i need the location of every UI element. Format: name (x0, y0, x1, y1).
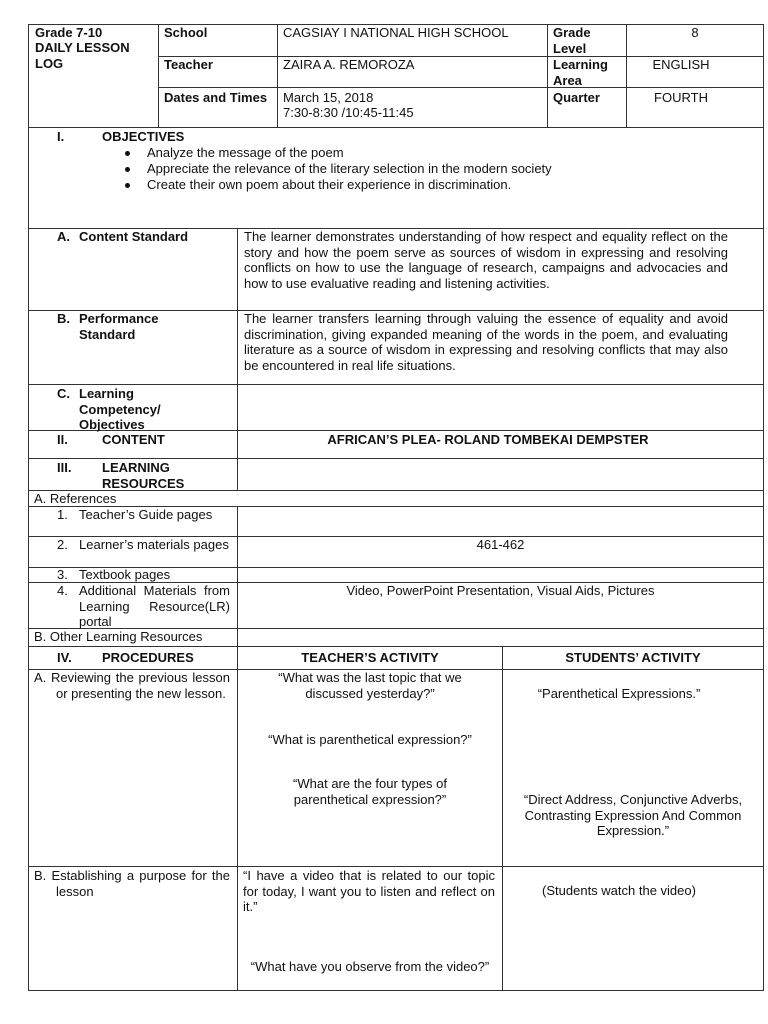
dates-value: March 15, 2018 (283, 90, 374, 105)
form-title-line-3: LOG (35, 56, 64, 71)
competency-label: Learning Competency/ Objectives (79, 386, 161, 432)
references-label: A. References (34, 491, 117, 506)
competency-number: C. (57, 386, 70, 401)
procedure-a-label: A. Reviewing the previous lesson or presenting the new lesson. (34, 670, 230, 701)
times-value: 7:30-8:30 /10:45-11:45 (283, 105, 414, 120)
grade-level-label: Grade Level (553, 25, 591, 56)
dates-label: Dates and Times (164, 90, 268, 105)
grade-level-value: 8 (691, 25, 699, 40)
procedure-a-student-1: “Parenthetical Expressions.” (537, 686, 701, 701)
procedure-b-teacher-2: “What have you observe from the video?” (250, 959, 490, 974)
content-standard-text: The learner demonstrates understanding of how respect and equality reflect on the story and how the poem serve as sources of wisdom in expressing and resolving conflicts on how to use the language of research, campaigns and advocacies and how to use evaluative reading and listening activities. (244, 229, 728, 291)
other-resources-label: B. Other Learning Resources (34, 629, 203, 644)
reference-label: Additional Materials from Learning Resource(LR) portal (79, 583, 230, 629)
procedures-label: PROCEDURES (102, 650, 194, 665)
procedures-number: IV. (57, 650, 72, 665)
reference-label: Teacher’s Guide pages (79, 507, 213, 522)
learning-area-label: Learning Area (553, 57, 608, 88)
procedure-a-teacher-3: “What are the four types of parenthetical expression?” (293, 776, 447, 807)
students-activity-header: STUDENTS’ ACTIVITY (565, 650, 701, 665)
reference-number: 4. (57, 583, 68, 598)
procedure-b-label: B. Establishing a purpose for the lesson (34, 868, 230, 899)
procedure-a-teacher-1: “What was the last topic that we discussed yesterday?” (278, 670, 462, 701)
procedure-b-student-1: (Students watch the video) (542, 883, 696, 898)
reference-number: 1. (57, 507, 68, 522)
content-value: AFRICAN’S PLEA- ROLAND TOMBEKAI DEMPSTER (327, 432, 649, 447)
objective-item: Create their own poem about their experience in discrimination. (147, 177, 512, 192)
content-standard-number: A. (57, 229, 70, 244)
reference-number: 2. (57, 537, 68, 552)
content-standard-label: Content Standard (79, 229, 189, 244)
learning-resources-label: LEARNING RESOURCES (102, 460, 185, 491)
reference-value: Video, PowerPoint Presentation, Visual Aids, Pictures (346, 583, 655, 598)
objective-item: Analyze the message of the poem (147, 145, 344, 160)
reference-label: Learner’s materials pages (79, 537, 229, 552)
performance-standard-number: B. (57, 311, 70, 326)
content-number: II. (57, 432, 68, 447)
learning-area-value: ENGLISH (652, 57, 710, 72)
school-value: CAGSIAY I NATIONAL HIGH SCHOOL (283, 25, 509, 40)
objectives-heading: OBJECTIVES (102, 129, 185, 144)
learning-resources-number: III. (57, 460, 72, 475)
content-label: CONTENT (102, 432, 165, 447)
performance-standard-label: Performance Standard (79, 311, 159, 342)
teacher-value: ZAIRA A. REMOROZA (283, 57, 415, 72)
form-title-line-2: DAILY LESSON (35, 40, 130, 55)
procedure-a-student-3: “Direct Address, Conjunctive Adverbs, Contrasting Expression And Common Expression.” (523, 792, 743, 838)
performance-standard-text: The learner transfers learning through valuing the essence of equality and avoid discrimination, giving expanded meaning of the words in the poem, and evaluating literature as a source of wisdom in expressing and resolving conflicts that may also be encountered in real life situations. (244, 311, 728, 373)
procedure-b-teacher-1: “I have a video that is related to our topic for today, I want you to listen and reflect on it.” (243, 868, 495, 914)
teacher-activity-header: TEACHER’S ACTIVITY (301, 650, 439, 665)
teacher-label: Teacher (164, 57, 213, 72)
quarter-label: Quarter (553, 90, 600, 105)
procedure-a-teacher-2: “What is parenthetical expression?” (268, 732, 472, 747)
form-title-line-1: Grade 7-10 (35, 25, 103, 40)
reference-value: 461-462 (476, 537, 525, 552)
objective-item: Appreciate the relevance of the literary selection in the modern society (147, 161, 552, 176)
reference-label: Textbook pages (79, 567, 171, 582)
quarter-value: FOURTH (654, 90, 708, 105)
reference-number: 3. (57, 567, 68, 582)
school-label: School (164, 25, 208, 40)
objectives-number: I. (57, 129, 65, 144)
